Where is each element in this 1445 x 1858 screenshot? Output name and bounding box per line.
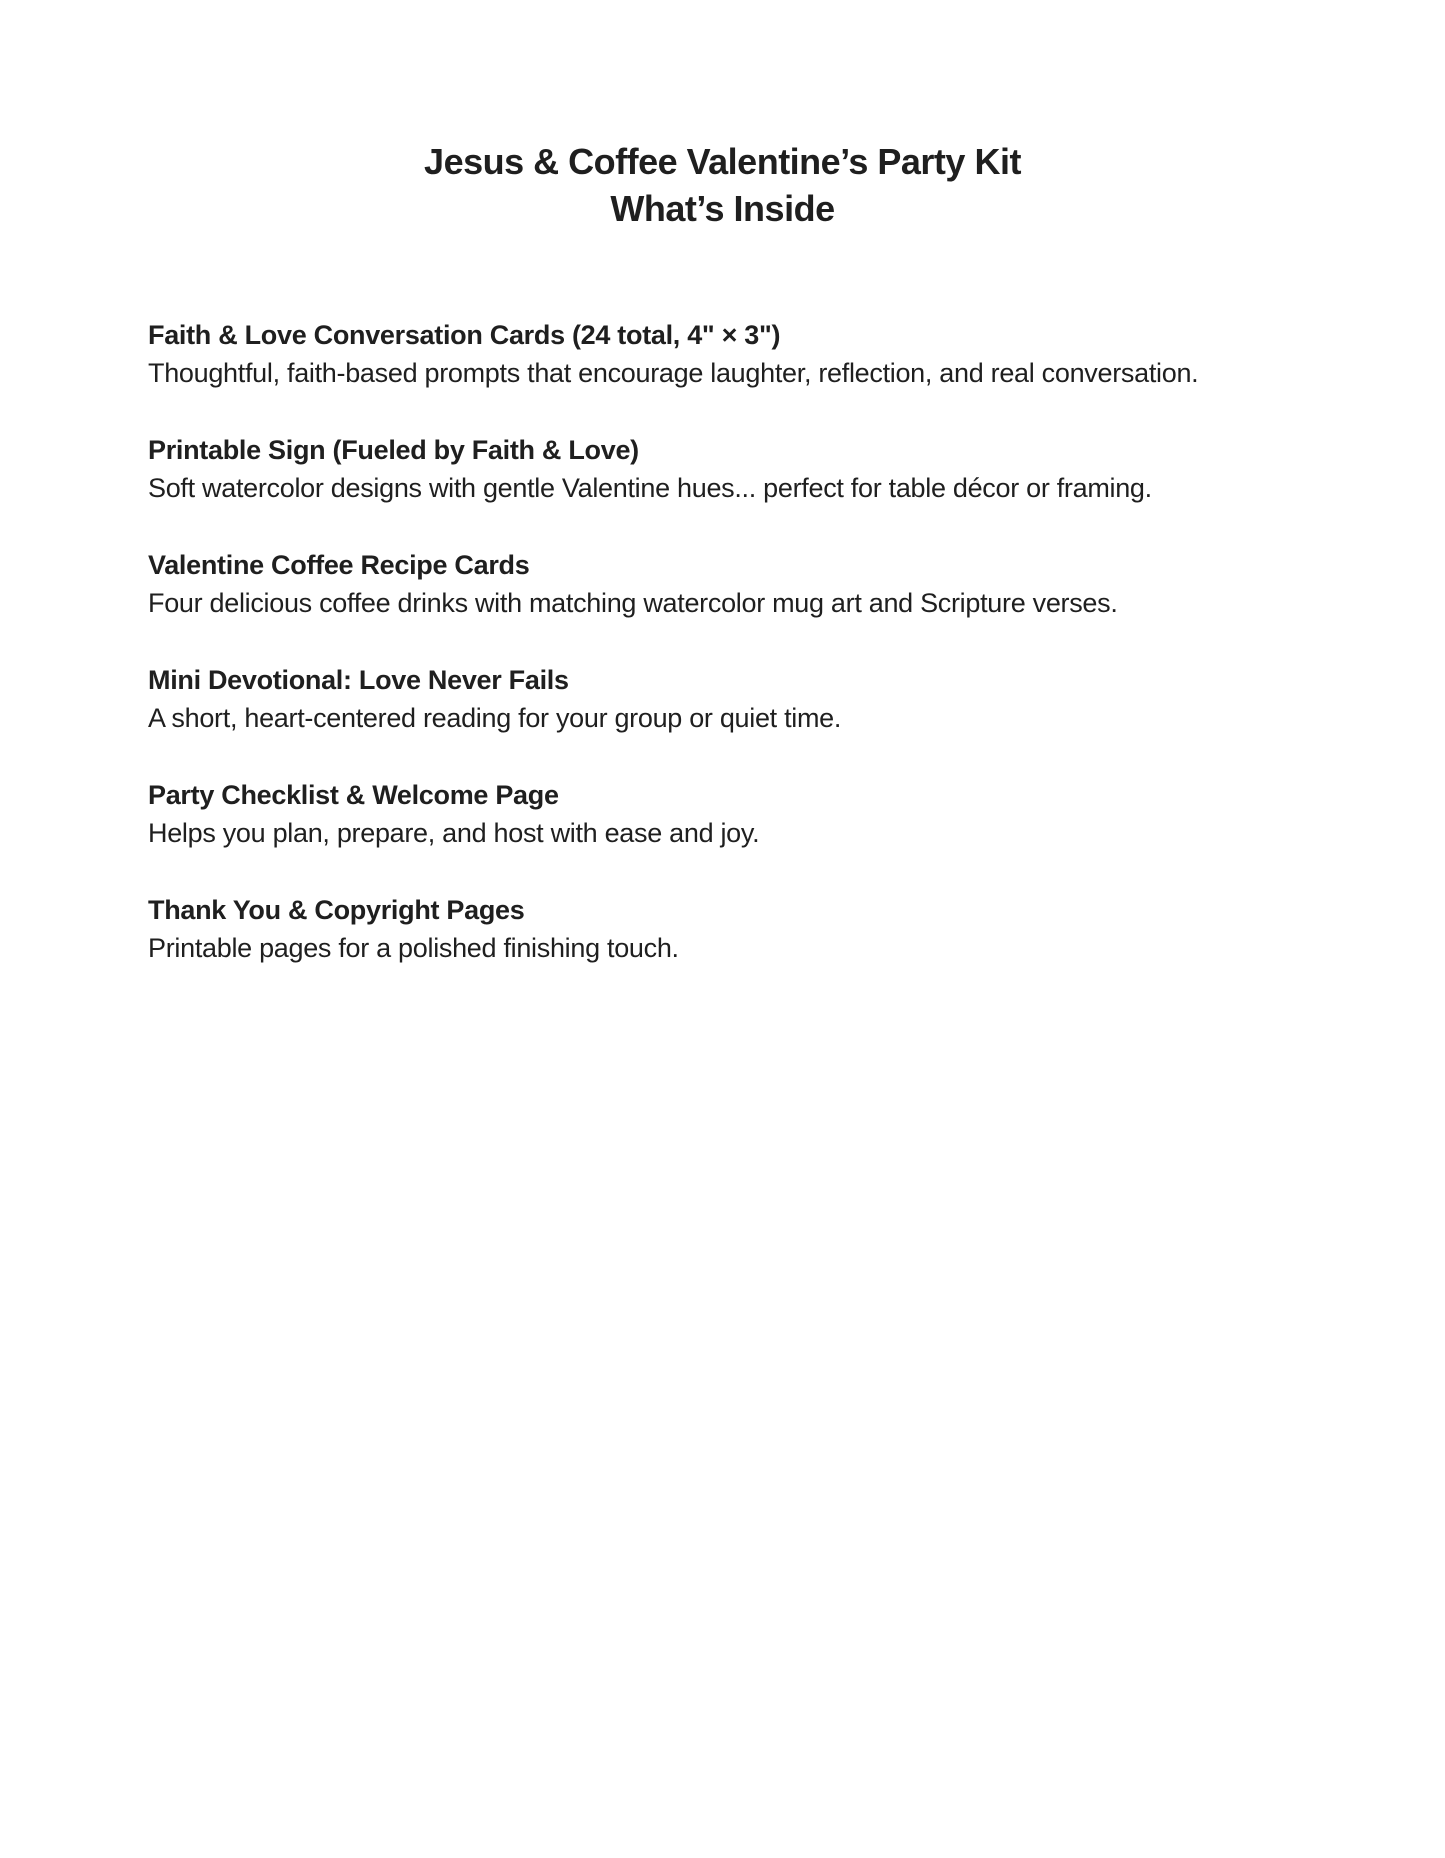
section-description: Four delicious coffee drinks with matching watercolor mug art and Scripture verses. — [148, 588, 1118, 618]
section-heading: Faith & Love Conversation Cards (24 total, 4" × 3") — [148, 320, 781, 350]
section-thank-you — [148, 891, 1297, 967]
section-description: Helps you plan, prepare, and host with ease and joy. — [148, 818, 760, 848]
section-heading: Printable Sign (Fueled by Faith & Love) — [148, 435, 639, 465]
section-description: Thoughtful, faith-based prompts that encourage laughter, reflection, and real conversation. — [148, 358, 1199, 388]
sections-list — [148, 316, 1297, 967]
section-heading: Mini Devotional: Love Never Fails — [148, 665, 569, 695]
page-title: Jesus & Coffee Valentine’s Party Kit — [424, 141, 1021, 182]
section-heading: Thank You & Copyright Pages — [148, 895, 525, 925]
document-title-block — [148, 138, 1297, 232]
section-conversation-cards — [148, 316, 1297, 392]
section-description: Printable pages for a polished finishing touch. — [148, 933, 679, 963]
page-subtitle: What’s Inside — [610, 188, 835, 229]
section-mini-devotional — [148, 661, 1297, 737]
section-party-checklist — [148, 776, 1297, 852]
section-recipe-cards — [148, 546, 1297, 622]
section-description: A short, heart-centered reading for your group or quiet time. — [148, 703, 842, 733]
section-description: Soft watercolor designs with gentle Valentine hues... perfect for table décor or framing. — [148, 473, 1152, 503]
section-printable-sign — [148, 431, 1297, 507]
section-heading: Valentine Coffee Recipe Cards — [148, 550, 530, 580]
section-heading: Party Checklist & Welcome Page — [148, 780, 559, 810]
